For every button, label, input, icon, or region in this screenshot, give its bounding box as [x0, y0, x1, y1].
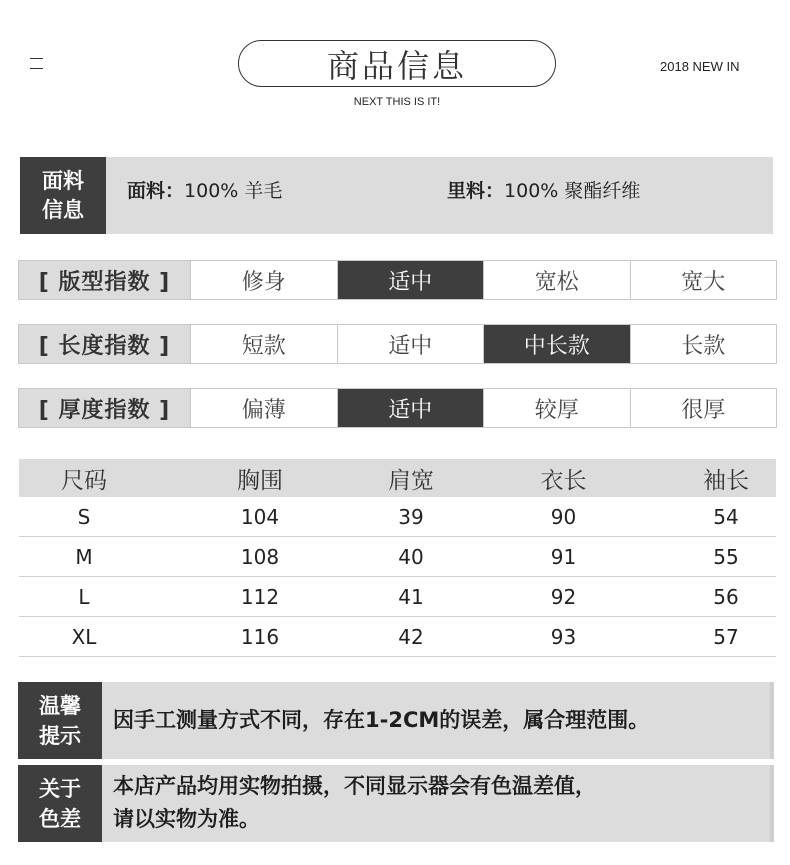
- fit-option: 宽大: [681, 269, 726, 295]
- outer-fabric: 面料：100% 羊毛: [127, 180, 283, 202]
- table-cell: 116: [240, 624, 280, 649]
- lining-fabric: 里料：100% 聚酯纤维: [447, 180, 641, 202]
- color-difference-label: 关于 色差: [18, 765, 102, 842]
- table-cell: 57: [713, 624, 739, 649]
- length-option: 长款: [681, 333, 726, 359]
- thickness-option: 适中: [338, 389, 485, 427]
- table-row: [19, 577, 776, 617]
- header-sleeve: 袖长: [703, 467, 749, 494]
- table-cell: 91: [550, 544, 577, 569]
- table-cell: 41: [398, 584, 424, 609]
- table-cell: 56: [713, 584, 739, 609]
- fabric-info-label: 面料 信息: [20, 157, 106, 234]
- measurement-tip-text: 因手工测量方式不同，存在1-2CM的误差，属合理范围。: [113, 708, 650, 732]
- length-option: 中长款: [484, 325, 631, 363]
- table-cell: 93: [550, 624, 577, 649]
- thickness-index-row: [18, 388, 777, 428]
- length-index-row: [18, 324, 777, 364]
- thickness-option: 偏薄: [191, 389, 338, 427]
- header-shoulder: 肩宽: [388, 467, 434, 494]
- table-cell: 104: [240, 504, 280, 529]
- table-cell: 112: [240, 584, 280, 609]
- header-chest: 胸围: [237, 467, 283, 494]
- table-cell: 90: [550, 504, 577, 529]
- table-cell: L: [78, 584, 90, 609]
- color-difference-note: [18, 765, 774, 842]
- fit-index-row: [18, 260, 777, 300]
- fit-option: 适中: [338, 261, 485, 299]
- page-title: 商品信息: [238, 40, 556, 87]
- table-cell: 108: [240, 544, 280, 569]
- length-option: 适中: [338, 325, 485, 363]
- table-cell: S: [77, 504, 91, 529]
- table-row: [19, 617, 776, 657]
- thickness-option: 较厚: [484, 389, 631, 427]
- thickness-index-label: [ 厚度指数 ]: [19, 389, 191, 427]
- table-cell: 55: [713, 544, 739, 569]
- menu-icon[interactable]: [30, 58, 43, 68]
- length-option: 短款: [191, 325, 338, 363]
- thickness-option: 很厚: [681, 397, 726, 423]
- header-size: 尺码: [61, 467, 107, 494]
- table-row: [19, 537, 776, 577]
- fit-index-label: [ 版型指数 ]: [19, 261, 191, 299]
- measurement-tip: [18, 682, 774, 759]
- table-cell: 92: [550, 584, 577, 609]
- header-length: 衣长: [540, 467, 587, 494]
- size-table: [19, 459, 776, 657]
- new-in-badge: 2018 NEW IN: [660, 59, 740, 74]
- table-cell: 42: [398, 624, 424, 649]
- length-index-label: [ 长度指数 ]: [19, 325, 191, 363]
- table-row: [19, 497, 776, 537]
- table-cell: 40: [398, 544, 424, 569]
- table-cell: 39: [398, 504, 424, 529]
- size-table-header: [19, 459, 776, 497]
- table-cell: XL: [71, 624, 97, 649]
- fit-option: 宽松: [484, 261, 631, 299]
- table-cell: 54: [713, 504, 739, 529]
- measurement-tip-label: 温馨 提示: [18, 682, 102, 759]
- page-subtitle: NEXT THIS IS IT!: [353, 96, 441, 108]
- fit-option: 修身: [191, 261, 338, 299]
- color-difference-text: 本店产品均用实物拍摄，不同显示器会有色温差值， 请以实物为准。: [113, 774, 596, 831]
- table-cell: M: [75, 544, 93, 569]
